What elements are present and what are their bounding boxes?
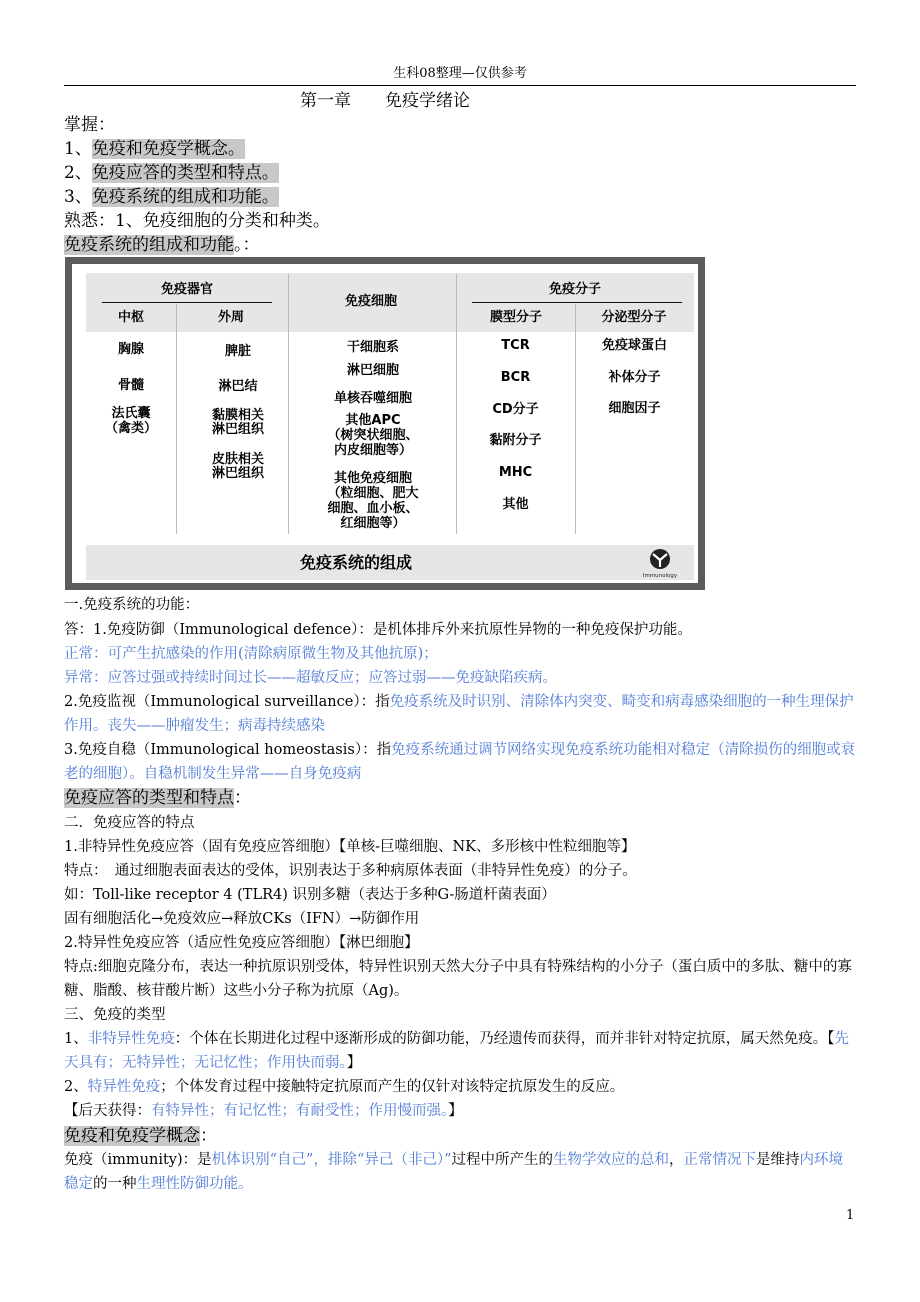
response-subtitle: 二．免疫应答的特点 [64,815,195,831]
central-item: （禽类） [104,421,157,436]
master-label: 掌握： [64,115,115,135]
cell-item: 内皮细胞等） [333,443,412,458]
response-nonspecific-feature: 特点： 通过细胞表面表达的受体，识别表达于多种病原体表面（非特异性免疫）的分子。 [64,863,637,879]
molecules-title: 免疫分子 [548,282,601,297]
peripheral-item: 脾脏 [224,344,251,359]
immunity-types-title: 三、免疫的类型 [64,1007,166,1023]
central-item: 法氏囊 [111,406,151,421]
central-item: 胸腺 [117,342,144,357]
secreted-title: 分泌型分子 [601,310,667,325]
peripheral-item: 淋巴结 [218,379,258,394]
cell-item: 红细胞等） [340,516,406,531]
familiar-line: 熟悉：1、免疫细胞的分类和种类。 [64,211,330,231]
membrane-item: CD分子 [492,402,539,417]
page-header: 生科08整理—仅供参考 [393,66,527,81]
function-normal: 正常：可产生抗感染的作用(清除病原微生物及其他抗原)； [64,646,438,662]
organs-title: 免疫器官 [160,282,213,297]
function-defence: 答：1.免疫防御（Immunological defence）：是机体排斥外来抗原性异物的一种免疫保护功能。 [64,622,692,638]
cell-item: 单核吞噬细胞 [333,391,412,406]
membrane-item: BCR [500,370,531,385]
peripheral-item: 淋巴组织 [211,466,264,481]
peripheral-item: 淋巴组织 [211,422,264,437]
page-number: 1 [846,1208,855,1223]
response-specific: 2.特异性免疫应答（适应性免疫应答细胞）【淋巴细胞】 [64,935,419,951]
peripheral-item: 黏膜相关 [211,408,264,423]
membrane-item: MHC [498,465,533,480]
membrane-item: 黏附分子 [489,433,542,448]
immunity-type-adaptive: 2、特异性免疫；个体发育过程中接触特定抗原而产生的仅针对该特定抗原发生的反应。 [64,1079,625,1095]
cell-item: 淋巴细胞 [346,363,399,378]
peripheral-item: 皮肤相关 [211,452,264,467]
membrane-item: 其他 [502,497,529,512]
secreted-item: 补体分子 [608,370,661,385]
immunity-type-innate: 1、非特异性免疫：个体在长期进化过程中逐渐形成的防御功能，乃经遗传而获得，而并非针对特定抗原，属天然免疫。【先天具有；无特异性；无记忆性；作用快而弱。】 [64,1031,849,1071]
immunity-definition: 免疫（immunity)：是机体识别“自己”，排除“异己（非己）”过程中所产生的生物学效应的总和，正常情况下是维持内环境稳定的一种生理性防御功能。 [64,1152,844,1192]
function-homeostasis: 3.免疫自稳（Immunological homeostasis）：指免疫系统通过调节网络实现免疫系统功能相对稳定（清除损伤的细胞或衰老的细胞）。自稳机制发生异常——自身免疫病 [64,742,856,782]
chapter-heading [300,88,470,114]
response-example: 如：Toll-like receptor 4 (TLR4) 识别多糖（表达于多种G-肠道杆菌表面） [64,887,556,903]
peripheral-title: 外周 [217,310,244,325]
organs-underline [102,302,272,303]
figure-canvas [72,264,698,583]
molecules-underline [472,302,682,303]
cell-item: 其他APC [345,413,401,428]
section-heading-response: 免疫应答的类型和特点： [64,788,251,808]
cell-item: 干细胞系 [346,340,399,355]
master-item-1: 1、免疫和免疫学概念。 [64,139,245,159]
chapter-number: 第一章 [300,91,351,111]
chapter-title: 免疫学绪论 [385,91,470,111]
section-heading-concept: 免疫和免疫学概念： [64,1126,217,1146]
secreted-item: 细胞因子 [608,401,661,416]
figure-caption: 免疫系统的组成 [299,553,412,572]
immune-system-figure [65,257,705,590]
immunology-logo-icon [640,547,680,579]
master-item-3: 3、免疫系统的组成和功能。 [64,187,279,207]
cell-item: 其他免疫细胞 [333,471,412,486]
function-surveillance: 2.免疫监视（Immunological surveillance）：指免疫系统及时识别、清除体内突变、畸变和病毒感染细胞的一种生理保护作用。丧失——肿瘤发生；病毒持续感染 [64,694,854,734]
master-item-2: 2、免疫应答的类型和特点。 [64,163,279,183]
cell-item: （粒细胞、肥大 [327,486,419,501]
svg-text:Immunology: Immunology [642,573,678,579]
secreted-item: 免疫球蛋白 [601,338,667,353]
response-nonspecific: 1.非特异性免疫应答（固有免疫应答细胞）【单核-巨噬细胞、NK、多形核中性粒细胞等】 [64,839,636,855]
central-title: 中枢 [117,310,144,325]
membrane-item: TCR [501,338,530,353]
function-abnormal: 异常：应答过强或持续时间过长——超敏反应；应答过弱——免疫缺陷疾病。 [64,670,557,686]
section-heading-composition: 免疫系统的组成和功能。： [64,235,260,255]
cell-item: 细胞、血小板、 [327,501,419,516]
functions-title: 一.免疫系统的功能： [64,597,200,613]
cell-item: （树突状细胞、 [327,428,419,443]
response-chain: 固有细胞活化→免疫效应→释放CKs（IFN）→防御作用 [64,911,420,927]
response-specific-feature: 特点:细胞克隆分布，表达一种抗原识别受体，特异性识别天然大分子中具有特殊结构的小分子（蛋白质中的多肽、糖中的寡糖、脂酸、核苷酸片断）这些小分子称为抗原（Ag)。 [64,959,852,999]
central-item: 骨髓 [117,378,144,393]
membrane-title: 膜型分子 [489,310,542,325]
immunity-type-adaptive-traits: 【后天获得：有特异性；有记忆性；有耐受性；作用慢而强。】 [64,1103,463,1119]
header-rule [64,85,856,86]
cells-title: 免疫细胞 [344,294,397,309]
